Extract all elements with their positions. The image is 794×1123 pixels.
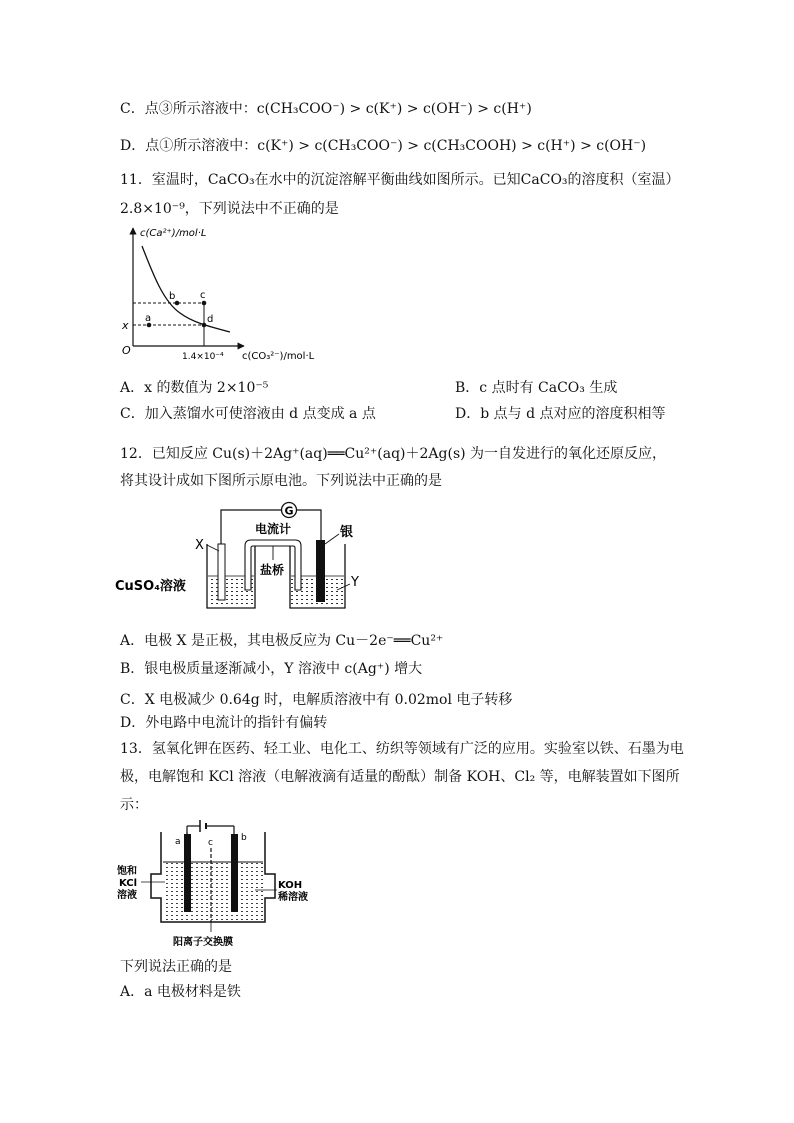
q13-stem-line3: 示： (120, 797, 148, 813)
q11-option-a: A．x 的数值为 2×10⁻⁵ (120, 380, 269, 396)
electrode-silver-label: 银 (340, 525, 354, 540)
membrane-mark-label: c (208, 838, 213, 848)
point-c-label: c (200, 290, 206, 301)
right-solution-label: Y (351, 575, 359, 590)
q10-option-d: D．点①所示溶液中：c(K⁺) > c(CH₃COO⁻) > c(CH₃COOH) > c(H⁺) > c(OH⁻) (120, 138, 647, 154)
q11-option-b: B．c 点时有 CaCO₃ 生成 (455, 380, 618, 396)
q10-option-c: C．点③所示溶液中：c(CH₃COO⁻) > c(K⁺) > c(OH⁻) > c(H⁺) (120, 101, 532, 117)
right-label-line1: KOH (278, 880, 303, 891)
q11-option-d: D．b 点与 d 点对应的溶度积相等 (455, 406, 666, 422)
point-b (175, 301, 180, 306)
point-a-label: a (145, 313, 152, 324)
solubility-curve (142, 246, 230, 332)
electrolysis-diagram (115, 818, 325, 960)
point-d (202, 323, 207, 328)
q12-option-d: D．外电路中电流计的指针有偏转 (120, 715, 328, 731)
electrode-b-label: b (241, 833, 247, 843)
left-label-line3: 溶液 (117, 890, 137, 901)
q13-stem-line2: 极，电解饱和 KCl 溶液（电解液滴有适量的酚酞）制备 KOH、Cl₂ 等，电解装置如下图所 (120, 769, 680, 785)
x-axis-label: c(CO₃²⁻)/mol·L (242, 351, 315, 362)
x-tick-label: 1.4×10⁻⁴ (182, 352, 224, 362)
q12-stem-line1: 12．已知反应 Cu(s)＋2Ag⁺(aq)══Cu²⁺(aq)＋2Ag(s) 为一自发进行的氧化还原反应， (120, 446, 667, 462)
electrode-x (218, 544, 225, 600)
q13-stem-line1: 13．氢氧化钾在医药、轻工业、电化工、纺织等领域有广泛的应用。实验室以铁、石墨为电 (120, 741, 684, 757)
q12-option-c: C．X 电极减少 0.64g 时，电解质溶液中有 0.02mol 电子转移 (120, 692, 513, 708)
y-tick-label: x (122, 319, 129, 332)
q13-option-a: A．a 电极材料是铁 (120, 984, 241, 1000)
salt-bridge-label: 盐桥 (260, 563, 285, 577)
left-label-line1: 饱和 (117, 866, 137, 877)
left-solution-label: CuSO₄溶液 (115, 579, 186, 594)
point-c (202, 301, 207, 306)
electrolyte (163, 862, 263, 920)
point-d-label: d (207, 314, 214, 325)
electrode-x-label: X (195, 538, 204, 553)
galvanic-cell-diagram (115, 494, 375, 616)
q12-stem-line2: 将其设计成如下图所示原电池。下列说法中正确的是 (120, 473, 442, 489)
electrode-silver (316, 540, 325, 602)
q13-follow-up: 下列说法正确的是 (120, 959, 232, 975)
q11-stem-line2: 2.8×10⁻⁹，下列说法中不正确的是 (120, 201, 339, 217)
membrane-label: 阳离子交换膜 (173, 937, 233, 948)
meter-label: 电流计 (255, 522, 292, 536)
electrode-b (231, 834, 238, 912)
electrode-a (184, 834, 191, 912)
left-label-line2: KCl (119, 878, 138, 889)
q11-option-c: C．加入蒸馏水可使溶液由 d 点变成 a 点 (120, 406, 376, 422)
q11-stem-line1: 11．室温时，CaCO₃在水中的沉淀溶解平衡曲线如图所示。已知CaCO₃的溶度积（室温） (120, 172, 680, 188)
y-axis-label: c(Ca²⁺)/mol·L (140, 228, 207, 239)
galvanometer-label: G (284, 504, 294, 518)
electrode-a-label: a (175, 837, 181, 847)
origin-label: O (122, 344, 131, 357)
wire (296, 510, 321, 544)
right-label-line2: 稀溶液 (278, 892, 308, 903)
solubility-curve-graph (112, 222, 322, 367)
point-b-label: b (169, 291, 176, 302)
q12-option-a: A．电极 X 是正极，其电极反应为 Cu－2e⁻══Cu²⁺ (120, 633, 444, 649)
q12-option-b: B．银电极质量逐渐减小，Y 溶液中 c(Ag⁺) 增大 (120, 661, 423, 677)
